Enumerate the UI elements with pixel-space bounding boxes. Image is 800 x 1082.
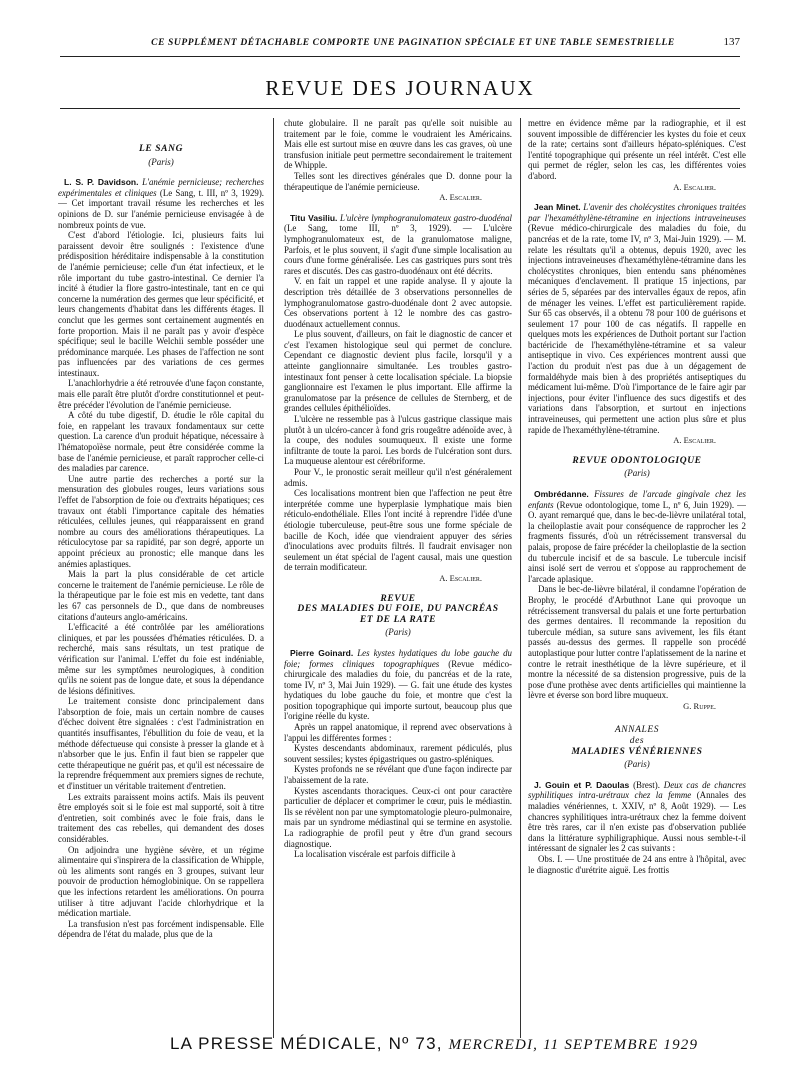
article-goinard [284,648,512,722]
signature: A. Escalier. [439,192,482,203]
article-reference: (Le Sang, t. III, nº 3, 1929). — Cet important travail résume les recherches et les opinions de D. sur l'anémie pernicieuse envisagée à de nombreux points de vue. [58,187,264,230]
section-city: (Paris) [148,156,174,167]
article-reference: (Revue médico-chirurgicale des maladies du foie, du pancréas et de la rate, tome IV, nº 3, Mai-Juin 1929). — M. relate les résultats qu'il a obtenus, depuis 1920, avec les injections intraveineuses d'hexaméthylène-tétramine dans les cholécystites chroniques, bien entendu sans phénomènes mécaniques d'enclavement. Il pratique 15 injections, par séries de 5, séparées par des intervalles égaux de repos, afin de ménager les veines. L'effet est particulièrement rapide. Sur 65 cas observés, il a obtenu 78 pour 100 de guérisons et seulement 17 pour 100 de cas négatifs. Il rappelle en quelques mots les expériences de Duthoit portant sur l'action bactéricide de l'hexaméthylène-tétramine et sa valeur antiseptique in vivo. Ces expériences montrent aussi que l'action du produit n'est pas due à un dégagement de formaldéhyde mais bien à des propriétés antiseptiques du médicament lui-même. D'où l'importance de le faire agir par injections, pour éviter l'influence des sucs digestifs et des variations dans l'absorption, et surtout en injections intraveineuses, qui permettent une action plus sûre et plus rapide de l'hexaméthylène-tétramine. [528,223,746,435]
footer-date: MERCREDI, 11 SEPTEMBRE 1929 [448,1037,699,1053]
article-author: Pierre Goinard. [290,647,354,658]
article-reference: (Annales des maladies vénériennes, t. XXIV, nº 8, Août 1929). — Les chancres syphilitiques intra-urétraux chez la femme doivent être très rares, car il n'en existe pas d'observation publiée dans la littérature syphiligraphique. Aussi nous semble-t-il intéressant de signaler les 2 cas suivants : [528,790,746,854]
footer-journal: LA PRESSE MÉDICALE, Nº 73, [170,1034,443,1053]
paragraph: mettre en évidence même par la radiographie, et il est souvent impossible de différencier les kystes du foie et ceux de la rate; certains sont d'ailleurs hépato-spléniques. C'est l'entité topographique qui présente un réel intérêt. C'est elle qui permet de régler, selon les cas, les différentes voies d'abord. [528,118,746,181]
section-title-rate: ET DE LA RATE [359,614,437,625]
section-city: (Paris) [385,627,411,638]
signature: G. Ruppe. [683,700,716,711]
article-reference: (Revue odontologique, tome L, nº 6, Juin 1929). — O. ayant remarqué que, dans le bec-de-lièvre unilatéral total, la cheiloplastie avait pour conséquence de rapprocher les 2 fragments fissurés, d'où un rétrécissement transversal du palais, propose de faire précéder la cheiloplastie de la section du tubercule incisif et de sa bascule. Le tubercule incisif ainsi isolé sert de verrou et s'oppose au rapprochement de l'arcade aplasique. [528,499,746,584]
article-title: L'anémie pernicieuse; recherches expérimentales et cliniques [58,177,264,198]
paragraph: L'ulcère ne ressemble pas à l'ulcus gastrique classique mais plutôt à un ulcéro-cancer à fond gris rougeâtre adénoïde avec, à la coupe, des nodules soumuqueux. Il existe une forme infiltrante de toute la paroi. Les bords de l'ulcération sont durs. La muqueuse alentour est cérébriforme. [284,414,512,467]
page-title: REVUE DES JOURNAUX [265,76,535,100]
article-davidson [58,177,264,230]
column-2 [284,118,512,1030]
paragraph: La localisation viscérale est parfois difficile à [294,849,456,860]
section-title-revue: REVUE [380,593,416,604]
paragraph: Obs. I. — Une prostituée de 24 ans entre à l'hôpital, avec le diagnostic d'urétrite aiguë. Les frottis [528,854,746,875]
paragraph: Kystes descendants abdominaux, rarement pédiculés, plus souvent sessiles; kystes épigastriques ou gastro-spléniques. [284,743,512,764]
column-3 [528,118,746,1030]
article-reference: (Le Sang, tome III, nº 3, 1929). — L'ulcère lymphogranulomateux est, de la granulomatose maligne, Parfois, et le plus souvent, il s'agit d'une simple localisation au cours d'une forme généralisée. Les cas gastriques purs sont très rares et discutés. Des cas gastro-duodénaux ont été décrits. [284,223,512,276]
article-author: J. Gouin et P. Daoulas [534,779,630,790]
section-title-maladies-veneriennes: MALADIES VÉNÉRIENNES [571,746,703,757]
paragraph: Une autre partie des recherches a porté sur la mensuration des globules rouges, leurs variations sous l'effet de l'absorption de foie ou d'extraits hépatiques; ces travaux ont établi l'importance capitale des hématies réticulées, cellules jeunes, qui réapparaissent en grand nombre au cours des améliorations thérapeutiques. La réticulocytose par sa rapidité, par son degré, apporte un appoint précieux au pronostic; elle manque dans les anémies aplastiques. [58,473,264,569]
paragraph: Pour V., le pronostic serait meilleur qu'il n'est généralement admis. [284,467,512,488]
paragraph: Dans le bec-de-lièvre bilatéral, il condamne l'opération de Brophy, le procédé d'Arbuthnot Lane qui provoque un rétrécissement transversal du palais et une forte perturbation des germes dentaires. Il recommande la reposition du tubercule médian, sa suture sans avivement, les fils étant passés au-dessus des germes. Il rappelle son procédé autoplastique pour lutter contre l'aplatissement de la narine et contre le retrait inesthétique de la lèvre supérieure, et il montre la nécessité de sa distension progressive, puis de la pose d'une prothèse avec dents artificielles qui maintienne la lèvre et éverse son bord libre muqueux. [528,584,746,701]
paragraph: chute globulaire. Il ne paraît pas qu'elle soit nuisible au traitement par le foie, comme le voudraient les Américains. Mais elle est surtout mise en œuvre dans les cas graves, où une transfusion initiale peut permettre secondairement le traitement de Whipple. [284,118,512,171]
article-title: L'ulcère lymphogranulomateux gastro-duodénal [339,212,512,223]
section-title-maladies-foie: DES MALADIES DU FOIE, DU PANCRÉAS [297,604,499,615]
paragraph: Kystes ascendants thoraciques. Ceux-ci ont pour caractère particulier de déplacer et comprimer le cœur, puis le médiastin. Ils se révèlent non par une symptomatologie pleuro-pulmonaire, mais par un syndrome médiastinal qui se termine en asystolie. La radiographie de profil peut y être d'un grand secours diagnostique. [284,785,512,849]
article-author: Ombrédanne. [534,489,589,499]
paragraph: C'est d'abord l'étiologie. Ici, plusieurs faits lui paraissent devoir être soulignés : l'existence d'une prédisposition héréditaire indispensable à la constitution de l'anémie pernicieuse; celle d'un état infectieux, et le rôle important du tube gastro-intestinal. Ce dernier l'a incité à étudier la flore gastro-intestinale, tant en ce qui concerne la numération des germes que leur spécificité, et leurs changements d'habitat dans les différents étages. Il conclut que les germes sont certainement augmentés en forte proportion. Mais il ne paraît pas y avoir d'espèce spécifique; seul le bacille Welchii semble posséder une prédominance marquée. Les phases de l'affection ne sont pas influencées par des variations de ces germes intestinaux. [58,230,264,378]
signature: A. Escalier. [673,435,716,446]
paragraph: Telles sont les directives générales que D. donne pour la thérapeutique de l'anémie pernicieuse. [284,170,512,192]
signature: A. Escalier. [673,181,716,192]
article-author: Jean Minet. [534,202,581,213]
paragraph: Après un rappel anatomique, il reprend avec observations à l'appui les différentes formes : [284,722,512,743]
paragraph: Ces localisations montrent bien que l'affection ne peut être interprétée comme une hyperplasie lymphatique mais bien réticulo-endothéliale. Elles l'ont incité à reprendre l'idée d'une étiologie tuberculeuse, peut-être sous une forme spéciale de bacille de Koch, idée que viendraient appuyer des séries d'inoculations avec produits filtrés. Il faudrait envisager non seulement un état spécial de l'agent causal, mais une question de terrain modificateur. [284,488,512,573]
section-title-des: des [629,736,645,747]
section-title-annales: ANNALES [614,725,660,736]
article-author: L. S. P. Davidson. [64,177,139,188]
title-rule [60,108,740,109]
article-vasiliu [284,213,512,277]
page-number: 137 [723,36,740,48]
paragraph: L'efficacité a été contrôlée par les améliorations cliniques, et par les poussées d'hématies réticulées. D. a recherché, mais sans résultats, un test pratique de vérification sur l'animal. L'effet du foie est indéniable, même sur les symptômes neurologiques, à condition qu'ils ne soient pas de longue date, et sous la dépendance de lésions définitives. [58,622,264,696]
paragraph: On adjoindra une hygiène sévère, et un régime alimentaire qui s'inspirera de la classification de Whipple, où les aliments sont rangés en 3 groupes, suivant leur pouvoir de production hémoglobinique. On se rappellera que les infections retardent les améliorations. On pourra utiliser à titre adjuvant l'acide chlorhydrique et la médication martiale. [58,844,264,919]
paragraph: Le plus souvent, d'ailleurs, on fait le diagnostic de cancer et c'est l'examen histologique seul qui permet de conclure. Cependant ce diagnostic devient plus facile, lorsqu'il y a atteinte ganglionnaire simultanée. Les troubles gastro-intestinaux font penser à cette localisation spéciale. La biopsie ganglionnaire est l'examen le plus important. Elle affirme la granulomatose par la présence de cellules de Sternberg, et de grandes cellules épithélioïdes. [284,329,512,414]
article-ombredanne [528,489,746,584]
signature: A. Escalier. [439,572,482,583]
column-divider-2 [520,118,521,1038]
page-footer [170,1034,698,1054]
article-reference: (Revue médico-chirurgicale des maladies du foie, du pancréas et de la rate, tome IV, nº 3, Mai Juin 1929). — G. fait une étude des kystes hydatiques du lobe gauche du foie, et montre que c'est la position topographique qui importe surtout, beaucoup plus que l'origine réelle du kyste. [284,658,512,722]
section-city: (Paris) [624,759,650,770]
section-title-le-sang: LE SANG [138,144,184,154]
paragraph: La transfusion n'est pas forcément indispensable. Elle dépendra de l'état du malade, plus que de la [58,918,264,940]
column-1 [58,118,264,1030]
section-city: (Paris) [624,468,650,479]
article-gouin-daoulas [528,780,746,854]
article-minet [528,202,746,435]
paragraph: Kystes profonds ne se révélant que d'une façon indirecte par l'abaissement de la rate. [284,764,512,786]
article-title: Fissures de l'arcade gingivale chez les enfants [528,489,746,510]
header-rule [60,56,740,57]
section-title-odontologique: REVUE ODONTOLOGIQUE [572,455,702,466]
article-title: L'avenir des cholécystites chroniques traitées par l'hexaméthylène-tétramine en injections intraveineuses [528,202,746,223]
paragraph: A côté du tube digestif, D. étudie le rôle capital du foie, en rappelant les travaux fondamentaux sur cette question. La carence d'un produit hépatique, nécessaire à l'hématopoïèse normale, peut être considérée comme la base de l'anémie pernicieuse, et paraît rapprocher celle-ci des maladies par carence. [58,410,264,474]
paragraph: V. en fait un rappel et une rapide analyse. Il y ajoute la description très détaillée de 3 observations personnelles de lymphogranulomatose gastro-duodénale dont 2 avec autopsie. Ces observations portent à 12 le nombre des cas gastro-duodénaux actuellement connus. [284,276,512,329]
article-title: Deux cas de chancres syphilitiques intra-urétraux chez la femme [528,779,746,801]
column-divider-1 [273,118,274,1038]
paragraph: Le traitement consiste donc principalement dans l'absorption de foie, mais un certain nombre de causes d'échec doivent être signalées : c'est l'administration en quantités insuffisantes, l'ébullition du foie de veau, et la méthode défectueuse qui consiste à presser la glande et à n'absorber que le jus. Enfin il faut bien se rappeler que cette thérapeutique ne guérit pas, et qu'il est nécessaire de la reprendre fréquemment aux premiers signes de rechute, et d'instituer un véritable traitement d'entretien. [58,696,264,792]
paragraph: Mais la part la plus considérable de cet article concerne le traitement de l'anémie pernicieuse. Le rôle de la thérapeutique par le foie est mis en vedette, tant dans les 67 cas personnels de D., que dans de nombreuses citations d'auteurs anglo-américains. [58,569,264,622]
paragraph: Les extraits paraissent moins actifs. Mais ils peuvent être employés soit si le foie est mal supporté, soit à titre d'entretien, soit combinés avec le foie frais, dans le traitement des cas rebelles, qui demandent des doses considérables. [58,791,264,844]
article-title: Les kystes hydatiques du lobe gauche du foie; formes cliniques topographiques [284,647,512,669]
article-place: (Brest). [633,779,660,790]
paragraph: L'anachlorhydrie a été retrouvée d'une façon constante, mais elle paraît être plutôt d'ordre constitutionnel et peut-être précéder l'évolution de l'anémie pernicieuse. [58,378,264,410]
supplement-banner: CE SUPPLÉMENT DÉTACHABLE COMPORTE UNE PAGINATION SPÉCIALE ET UNE TABLE SEMESTRIELLE [151,38,675,48]
article-author: Titu Vasiliu. [290,212,338,223]
